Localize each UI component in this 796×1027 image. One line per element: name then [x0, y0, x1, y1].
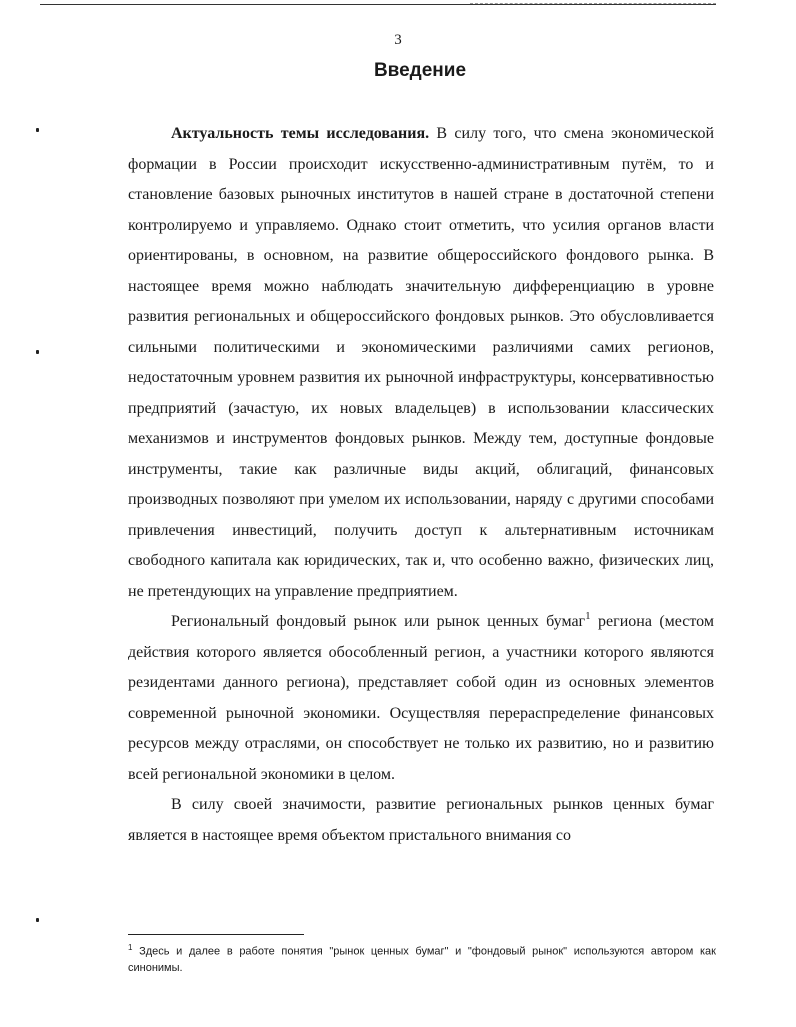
- top-border-line: [40, 4, 716, 5]
- footnote-separator: [128, 934, 304, 935]
- paragraph-2-text-before: Региональный фондовый рынок или рынок ценных бумаг: [171, 613, 586, 630]
- footnote: [128, 940, 716, 976]
- paragraph-lead: Актуальность темы исследования.: [171, 125, 430, 142]
- section-heading: Введение: [373, 60, 467, 81]
- footnote-ref: 1: [585, 610, 591, 622]
- top-border-faint-line: [470, 3, 716, 4]
- paragraph-2-text-after: региона (местом действия которого является обособленный регион, а участники которого являются резидентами данного региона), представляет собой один из основных элементов современной рыночной экономики. Осуществляя перераспределение финансовых ресурсов между отраслями, он способствует не только их развитию, но и развитию всей региональной экономики в целом.: [128, 613, 714, 783]
- paragraph-1-text: В силу того, что смена экономической формации в России происходит искусственно-административным путём, то и становление базовых рыночных институтов в нашей стране в достаточной степени контролируемо и управляемо. Однако стоит отметить, что усилия органов власти ориентированы, в основном, на развитие общероссийского фондового рынка. В настоящее время можно наблюдать значительную дифференциацию в уровне развития региональных и общероссийского фондовых рынков. Это обусловливается сильными политическими и экономическими различиями самих регионов, недостаточным уровнем развития их рыночной инфраструктуры, консервативностью предприятий (зачастую, их новых владельцев) в использовании классических механизмов и инструментов фондовых рынков. Между тем, доступные фондовые инструменты, такие как различные виды акций, облигаций, финансовых производных позволяют при умелом их использовании, наряду с другими способами привлечения инвестиций, получить доступ к альтернативным источникам свободного капитала как юридических, так и, что особенно важно, физических лиц, не претендующих на управление предприятием.: [128, 125, 715, 600]
- paragraph-1: [128, 119, 714, 607]
- footnote-mark: 1: [128, 943, 133, 952]
- paragraph-2: [128, 607, 714, 790]
- page-number: 3: [394, 32, 402, 48]
- body-text: [128, 119, 714, 851]
- paragraph-3: [128, 790, 714, 851]
- margin-mark: [36, 918, 39, 922]
- margin-mark: [36, 128, 39, 132]
- margin-mark: [36, 350, 39, 354]
- footnote-text: Здесь и далее в работе понятия "рынок ценных бумаг" и "фондовый рынок" используются автором как синонимы.: [128, 945, 716, 974]
- paragraph-3-text: В силу своей значимости, развитие региональных рынков ценных бумаг является в настоящее время объектом пристального внимания со: [128, 796, 714, 844]
